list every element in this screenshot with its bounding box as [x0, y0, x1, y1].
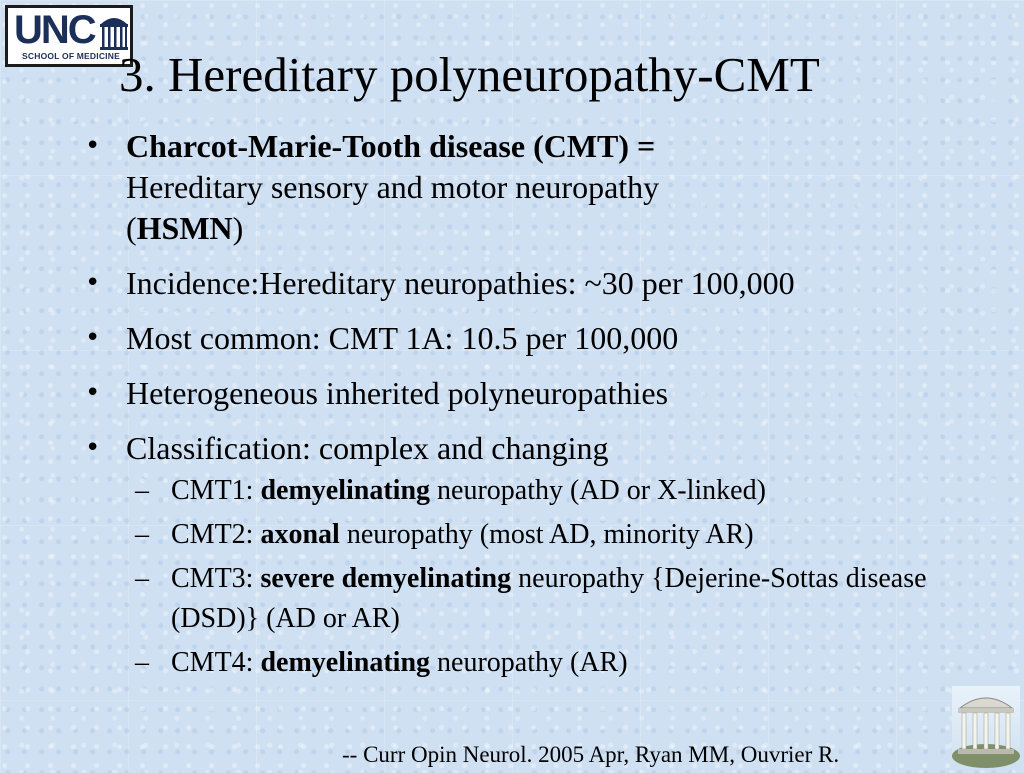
old-well-image: [952, 686, 1020, 768]
logo-letters: UNC: [14, 8, 95, 52]
sub-rest: neuropathy {Dejerine-Sottas disease (DSD)} (AD or AR): [171, 563, 927, 634]
sub-bold: axonal: [260, 519, 340, 550]
sub-bold: demyelinating: [260, 475, 431, 506]
bullet-classification: • Classification: complex and changing: [85, 428, 845, 469]
subbullet-cmt4: [85, 643, 961, 683]
bullet-incidence: • Incidence:Hereditary neuropathies: ~30 per 100,000: [85, 263, 845, 304]
paren-close: ): [232, 210, 244, 246]
sub-rest: neuropathy (AD or X-linked): [430, 475, 766, 506]
sub-rest: neuropathy (AR): [430, 647, 628, 678]
subbullet-cmt1: [85, 471, 961, 511]
sub-label: CMT4:: [171, 647, 261, 678]
sub-bold: demyelinating: [260, 647, 431, 678]
unc-school-of-medicine-logo: [5, 5, 133, 67]
bullet-list: [85, 126, 927, 687]
bullet-cmt-definition: [85, 126, 845, 249]
subbullet-cmt3: [85, 559, 931, 639]
sub-rest: neuropathy (most AD, minority AR): [339, 519, 754, 550]
bullet-text: Hereditary sensory and motor neuropathy: [126, 169, 660, 205]
sub-label: CMT3:: [171, 563, 261, 594]
subbullet-cmt2: [85, 515, 961, 555]
old-well-photo: [952, 686, 1020, 768]
bullet-bold-cmt: (CMT) =: [525, 128, 656, 164]
paren-open: (: [126, 210, 137, 246]
citation: -- Curr Opin Neurol. 2005 Apr, Ryan MM, Ouvrier R.: [342, 742, 840, 767]
logo-subtitle: SCHOOL OF MEDICINE: [22, 51, 120, 61]
sub-bold: severe demyelinating: [260, 563, 512, 594]
bullet-bold-hsmn: HSMN: [136, 210, 233, 246]
bullet-heterogeneous: • Heterogeneous inherited polyneuropathies: [85, 373, 845, 414]
sub-label: CMT1:: [171, 475, 261, 506]
bullet-most-common: • Most common: CMT 1A: 10.5 per 100,000: [85, 318, 845, 359]
bullet-bold: Charcot-Marie-Tooth disease: [126, 128, 526, 164]
slide-title: 3. Hereditary polyneuropathy-CMT: [119, 47, 820, 102]
sub-label: CMT2:: [171, 519, 261, 550]
